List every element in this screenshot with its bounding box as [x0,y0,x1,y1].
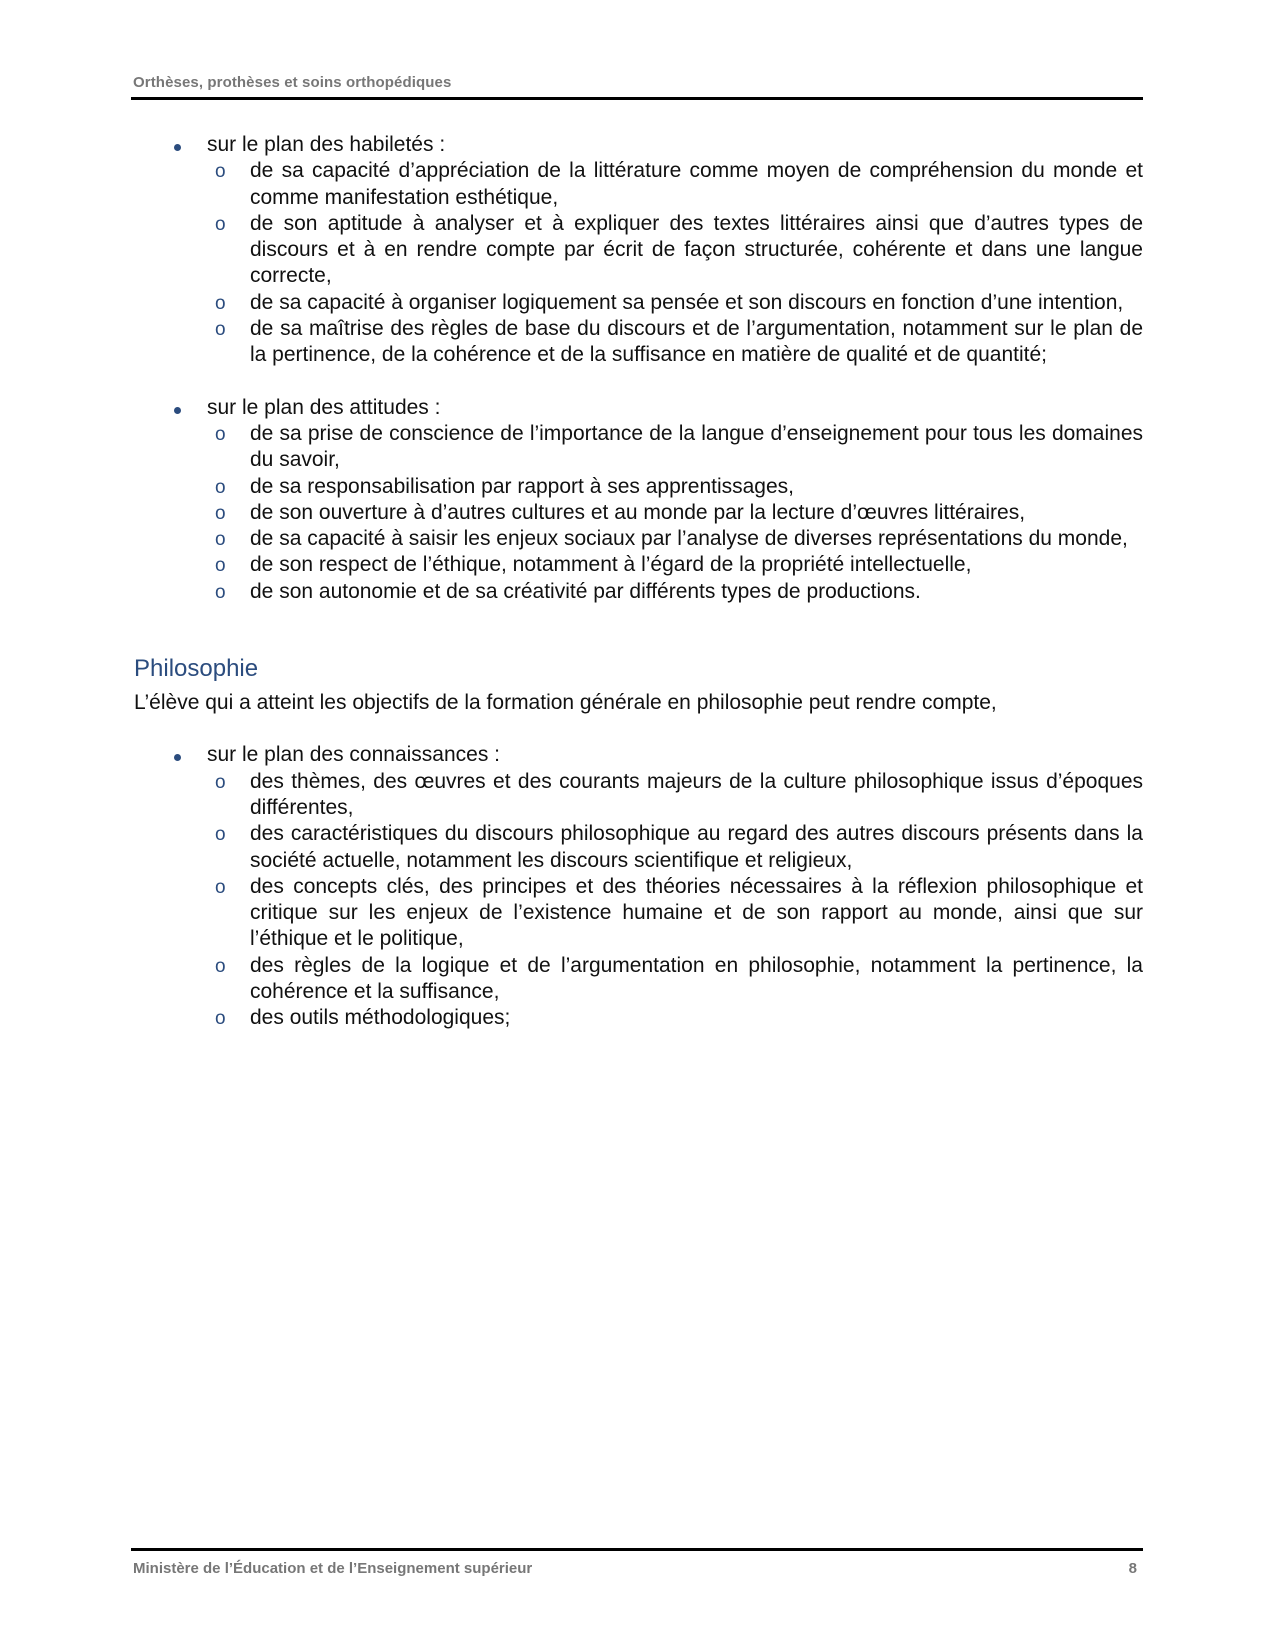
sub-list-item-text: des caractéristiques du discours philosophique au regard des autres discours présents dans la société actuelle, notamment les discours scientifique et religieux, [250,822,1143,872]
sub-list-item [207,821,1143,874]
sub-list-item [207,769,1143,822]
sub-list-item [207,526,1143,552]
spacer [131,369,1143,395]
header-title: Orthèses, prothèses et soins orthopédiques [133,74,452,91]
bullet-circle-icon: o [215,423,226,445]
bullet-circle-icon: o [215,555,226,577]
sub-list-item [207,500,1143,526]
page-content [131,132,1143,1032]
sub-list-item-text: de sa capacité à saisir les enjeux sociaux par l’analyse de diverses représentations du monde, [250,527,1128,551]
list-item-label: sur le plan des habiletés : [207,133,446,156]
sub-list-habiletes [207,158,1143,368]
page-header [131,70,1143,100]
sub-list-item-text: de sa prise de conscience de l’importance de la langue d’enseignement pour tous les domaines du savoir, [250,421,1143,472]
sub-list-item [207,211,1143,290]
bullet-circle-icon: o [215,319,226,341]
sub-list-item [207,474,1143,500]
list-item-label: sur le plan des attitudes : [207,395,441,419]
sub-list-item [207,158,1143,211]
bullet-list-attitudes [131,395,1143,605]
bullet-circle-icon: o [215,955,226,977]
sub-list-item-text: de son autonomie et de sa créativité par différents types de productions. [250,579,921,603]
bullet-circle-icon: o [215,824,226,846]
bullet-circle-icon: o [215,1008,226,1030]
sub-list-connaissances [207,769,1143,1032]
spacer [131,716,1143,742]
page-footer [131,1548,1143,1581]
bullet-circle-icon: o [215,581,226,603]
list-item-habiletes [131,132,1143,369]
bullet-circle-icon: o [215,476,226,498]
sub-list-item-text: de sa maîtrise des règles de base du discours et de l’argumentation, notamment sur le plan de la pertinence, de la cohérence et de la suffisance en matière de qualité et de quantité; [250,317,1143,367]
sub-list-item-text: des règles de la logique et de l’argumentation en philosophie, notamment la pertinence, la cohérence et la suffisance, [250,953,1143,1004]
bullet-dot-icon [174,754,181,761]
sub-list-item-text: des outils méthodologiques; [250,1006,511,1030]
list-item-attitudes [131,395,1143,605]
bullet-circle-icon: o [215,771,226,793]
bullet-circle-icon: o [215,161,226,183]
bullet-circle-icon: o [215,292,226,314]
bullet-circle-icon: o [215,529,226,551]
list-item-connaissances [131,742,1143,1031]
sub-list-item-text: de sa capacité à organiser logiquement sa pensée et son discours en fonction d’une intention, [250,290,1124,314]
sub-list-item [207,953,1143,1006]
section-intro: L’élève qui a atteint les objectifs de la formation générale en philosophie peut rendre compte, [134,691,997,715]
sub-list-item-text: de son respect de l’éthique, notamment à l’égard de la propriété intellectuelle, [250,553,972,577]
sub-list-item-text: des thèmes, des œuvres et des courants majeurs de la culture philosophique issus d’époques différentes, [250,769,1143,819]
sub-list-item-text: des concepts clés, des principes et des théories nécessaires à la réflexion philosophique et critique sur les enjeux de l’existence humaine et de son rapport au monde, ainsi que sur l’éthique et le politique, [250,874,1143,951]
sub-list-item [207,421,1143,474]
sub-list-item-text: de sa capacité d’appréciation de la littérature comme moyen de compréhension du monde et comme manifestation esthétique, [250,159,1143,209]
sub-list-item-text: de son aptitude à analyser et à expliquer des textes littéraires ainsi que d’autres types de discours et à en rendre compte par écrit de façon structurée, cohérente et dans une langue correcte, [250,211,1143,288]
bullet-list-connaissances [131,742,1143,1031]
bullet-list-top [131,132,1143,369]
sub-list-item [207,579,1143,605]
sub-list-item [207,552,1143,578]
bullet-circle-icon: o [215,502,226,524]
bullet-dot-icon [174,407,181,414]
list-item-label: sur le plan des connaissances : [207,743,501,767]
bullet-circle-icon: o [215,876,226,898]
footer-publisher: Ministère de l’Éducation et de l’Enseignement supérieur [133,1560,533,1577]
section-title-philosophie: Philosophie [134,655,259,683]
sub-list-item-text: de sa responsabilisation par rapport à ses apprentissages, [250,474,794,498]
page-number: 8 [1128,1560,1137,1577]
bullet-dot-icon [174,144,181,151]
sub-list-item [207,316,1143,369]
sub-list-attitudes [207,421,1143,605]
sub-list-item [207,1005,1143,1031]
bullet-circle-icon: o [215,213,226,235]
sub-list-item [207,874,1143,953]
sub-list-item-text: de son ouverture à d’autres cultures et au monde par la lecture d’œuvres littéraires, [250,500,1026,524]
sub-list-item [207,290,1143,316]
